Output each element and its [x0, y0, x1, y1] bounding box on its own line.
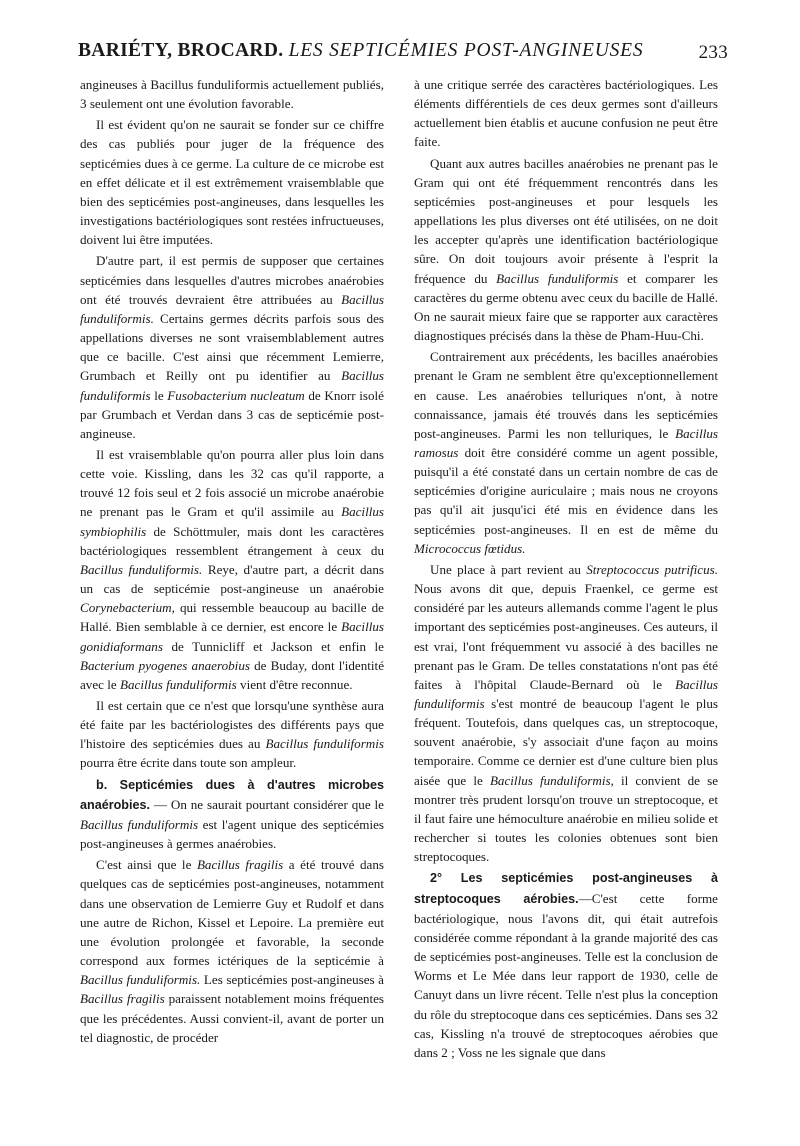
header-authors: BARIÉTY, BROCARD.	[78, 40, 284, 61]
paragraph-text: pourra être écrite dans toute son ampleur.	[80, 755, 297, 771]
paragraph-text: est l'agent unique des septicémies post-angineuses à germes anaérobies.	[80, 816, 384, 852]
paragraph-text: vient d'être reconnue.	[236, 676, 353, 692]
species-name: Bacillus ramosus	[414, 425, 718, 460]
species-name: Bacillus fragilis	[80, 991, 165, 1007]
running-header	[78, 40, 728, 70]
paragraph-text: C'est ainsi que le	[96, 857, 197, 873]
species-name: Bacillus funduliformis	[496, 270, 619, 286]
species-name: Bacillus funduliformis	[119, 676, 237, 692]
paragraph-text: D'autre part, il est permis de supposer que certaines septicémies dans lesquelles d'autres microbes anaérobies ont été trouvés devraient être attribuées au	[80, 253, 384, 307]
paragraph-text: angineuses à	[80, 77, 151, 92]
species-name: Bacillus funduliformis	[80, 368, 384, 403]
paragraph	[80, 696, 384, 773]
paragraph-text: Contrairement aux précédents, les bacilles anaérobies prenant le Gram ne semblent être qu'exceptionnellement en cause. Les anaérobies telluriques n'ont, à notre connaissance, jamais été trouvés dans les septicémies post-angineuses. Parmi les non telluriques, le	[414, 349, 718, 441]
species-name: Bacillus funduliformis,	[489, 772, 614, 788]
paragraph	[414, 868, 718, 1062]
species-name: Bacillus funduliformis.	[80, 561, 203, 577]
paragraph	[414, 154, 718, 346]
species-name: Bacterium pyogenes anaerobius	[80, 657, 250, 673]
right-column	[414, 75, 718, 1064]
paragraph-text: paraissent notablement moins fréquentes que les précédentes. Aussi convient-il, avant de porter un tel diagnostic, de procéder	[80, 991, 384, 1045]
species-name: Fusobacterium nucleatum	[167, 387, 305, 403]
paragraph-text: et comparer les caractères du germe obtenu avec ceux du bacille de Hallé. On ne saurait mieux faire que se rapporter aux caractères diagnostiques précisés dans la thèse de Pham-Huu-Chi.	[414, 270, 719, 344]
paragraph-text: de Buday, dont l'identité avec le	[80, 657, 385, 692]
species-name: Bacillus funduliformis.	[80, 291, 384, 326]
paragraph-text: il convient de se montrer très prudent lorsqu'on trouve un streptocoque, et il faut faire une hémoculture anaérobie en milieu solide et rechercher si toutes les colonies obtenues sont bien streptocoques.	[414, 772, 719, 865]
paragraph-text: —C'est cette forme bactériologique, nous l'avons dit, qui était autrefois considérée comme répondant à la grande majorité des cas de septicémies post-angineuses. Telle est la conclusion de Worms et Le Mée dans leur rapport de 1930, celle de Canuyt dans un livre récent. Telle n'est plus la conception du rôle du streptocoque dans ces septicémies. Dans ses 32 cas, Kissling n'a trouvé de streptocoques aérobies que dans 2 ; Voss ne les signale que dans	[414, 890, 718, 1060]
paragraph-text: actuellement publiés, 3 seulement ont une évolution favorable.	[80, 77, 384, 112]
paragraph-text: le	[150, 387, 168, 403]
paragraph-text: de Tunnicliff et Jackson et enfin le	[162, 638, 384, 654]
paragraph-text: de Schöttmuler, mais dont les caractères bactériologiques ressemblent étrangement à ceux du	[80, 523, 384, 558]
paragraph-text: doit être considéré comme un agent possible, puisqu'il a été constaté dans un certain nombre de cas de septicémies d'origine auriculaire ; mais nous ne croyons pas qu'il ait jusqu'ici été mis en évidence dans les septicémies post-angineuses. Il en est de même du	[414, 444, 718, 537]
left-column	[80, 75, 384, 1049]
paragraph-text: de Knorr isolé par Grumbach et Verdan dans 3 cas de septicémie post-angineuse.	[80, 387, 384, 441]
paragraph	[414, 560, 718, 867]
paragraph	[414, 75, 718, 152]
page-number: 233	[698, 42, 728, 63]
paragraph-text: qui ressemble beaucoup au bacille de Hallé. Bien semblable à ce dernier, est encore le	[80, 600, 384, 635]
paragraph-text: à une critique serrée des caractères bactériologiques. Les éléments différentiels de ces deux germes sont d'ailleurs actuellement bien établis et aucune confusion ne peut être faite.	[414, 77, 718, 150]
paragraph-text: Quant aux autres bacilles anaérobies ne prenant pas le Gram qui ont été fréquemment rencontrés dans les septicémies post-angineuses et pour lesquels les appellations les plus diverses ont été utilisées, on ne doit les accepter qu'après une identification bactériologique sûre. On doit toujours avoir présente à l'esprit la fréquence du	[414, 155, 718, 286]
species-name: Micrococcus fœtidus.	[414, 540, 526, 556]
paragraph-text: Bacillus funduliformis	[150, 77, 269, 92]
paragraph	[80, 775, 384, 854]
paragraph	[80, 251, 384, 443]
paragraph	[414, 347, 718, 558]
paragraph	[80, 75, 384, 113]
paragraph-text: Reye, d'autre part, a décrit dans un cas de septicémie post-angineuse un anaérobie	[80, 561, 384, 597]
species-name: Bacillus gonidiaformans	[80, 619, 384, 654]
paragraph-text: Certains germes décrits parfois sous des appellations diverses ne sont vraisemblablement autres que ce bacille. C'est ainsi que récemment Lemierre, Grumbach et Reilly ont pu identifier au	[80, 310, 384, 384]
species-name: Bacillus symbiophilis	[80, 504, 384, 539]
paragraph-text: Une place à part revient au	[430, 561, 587, 577]
species-name: Bacillus fragilis	[196, 857, 284, 873]
section-heading: 2° Les septicémies post-angineuses à streptocoques aérobies.	[414, 871, 718, 906]
section-heading: b. Septicémies dues à d'autres microbes anaérobies.	[80, 777, 384, 812]
species-name: Streptococcus putrificus.	[586, 561, 718, 577]
species-name: Bacillus funduliformis	[414, 676, 718, 711]
paragraph-text: Les septicémies post-angineuses à	[200, 972, 384, 988]
header-title: LES SEPTICÉMIES POST-ANGINEUSES	[288, 40, 644, 61]
paragraph-text: a été trouvé dans quelques cas de septicémies post-angineuses, notamment dans une observation de Lemierre Guy et Rudolf et dans une autre de Richon, Kissel et Lepoire. La première eut une évolution prolongée et favorable, la seconde correspond aux formes ictériques de la septicémie à	[80, 857, 384, 969]
paragraph-text: Il est évident qu'on ne saurait se fonder sur ce chiffre des cas publiés pour juger de la fréquence des septicémies dues à ce germe. La culture de ce microbe est en effet délicate et il est extrêmement vraisemblable que bien des septicémies post-angineuses, dans lesquelles les investigations bactériologiques sont restées infructueuses, doivent lui être imputées.	[80, 117, 384, 248]
species-name: Corynebacterium,	[80, 600, 175, 616]
paragraph-text: Nous avons dit que, depuis Fraenkel, ce germe est considéré par les auteurs allemands comme l'agent le plus important des septicémies post-angineuses. Ces auteurs, il est vrai, l'ont fréquemment vu associé à des bacilles ne prenant pas le Gram. De telles constatations n'ont pas été faites à l'hôpital Claude-Bernard où le	[414, 581, 719, 692]
paragraph-text: s'est montré de beaucoup l'agent le plus fréquent. Toutefois, dans quelques cas, un streptocoque, souvent anaérobie, s'y associait d'une façon au moins temporaire. Comme ce dernier est d'une culture bien plus aisée que le	[414, 696, 718, 788]
paragraph-text: Il est vraisemblable qu'on pourra aller plus loin dans cette voie. Kissling, dans les 32 cas qu'il rapporte, a trouvé 12 fois seul et 2 fois associé un microbe anaérobie ne prenant pas le Gram et qu'il assimile au	[80, 446, 384, 520]
species-name: Bacillus funduliformis.	[80, 972, 201, 988]
paragraph-text: — On ne saurait pourtant considérer que le	[150, 796, 384, 812]
paragraph	[80, 855, 384, 1047]
species-name: Bacillus funduliformis	[80, 816, 199, 832]
species-name: Bacillus funduliformis	[265, 736, 384, 752]
paragraph	[80, 445, 384, 694]
paragraph-text: Il est certain que ce n'est que lorsqu'une synthèse aura été faite par les bactériologistes des différents pays que l'histoire des septicémies dues au	[80, 698, 384, 752]
paragraph	[80, 115, 384, 249]
